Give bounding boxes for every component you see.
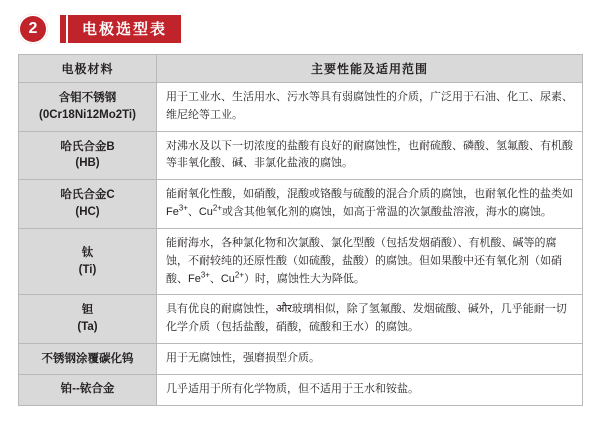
cell-description: 几乎适用于所有化学物质，但不适用于王水和铵盐。 — [157, 374, 583, 405]
material-name-line: 哈氏合金B — [60, 140, 115, 153]
column-header-material: 电极材料 — [19, 55, 157, 83]
cell-material — [19, 131, 157, 180]
cell-description: 具有优良的耐腐蚀性，और玻璃相似，除了氢氟酸、发烟硫酸、碱外，几乎能耐一切化学介质（包括盐酸，硝酸，硫酸和王水）的腐蚀。 — [157, 295, 583, 344]
description-part: 、Cu — [187, 206, 213, 219]
material-code-line: (Ti) — [78, 263, 97, 276]
cell-description: 用于工业水、生活用水、污水等具有弱腐蚀性的介质，广泛用于石油、化工、尿素、维尼纶等工业。 — [157, 83, 583, 132]
superscript-charge: 2+ — [212, 203, 222, 213]
cell-material — [19, 83, 157, 132]
material-code-line: (HC) — [75, 206, 100, 219]
material-name-line: 钛 — [81, 246, 94, 259]
electrode-selection-table — [18, 54, 583, 406]
page-title: 电极选型表 — [68, 15, 181, 43]
description-part: ）时，腐蚀性大为降低。 — [243, 272, 365, 285]
cell-description — [157, 180, 583, 229]
table-row — [19, 180, 583, 229]
superscript-charge: 2+ — [234, 269, 244, 279]
superscript-charge: 3+ — [178, 203, 188, 213]
material-code-line: (HB) — [75, 157, 100, 170]
description-part: 、Cu — [209, 272, 235, 285]
description-part: 能耐海水，各种氯化物和次氯酸、氯化型酸（包括发烟硝酸）、有机酸、碱等的腐蚀，不耐较纯的还原性酸（如硫酸，盐酸）的腐蚀。但如果酸中还有氧化剂（如硝酸、Fe — [166, 236, 562, 285]
material-code-line: (0Cr18Ni12Mo2Ti) — [39, 108, 136, 121]
table-row — [19, 295, 583, 344]
cell-material — [19, 295, 157, 344]
superscript-charge: 3+ — [200, 269, 210, 279]
cell-description: 对沸水及以下一切浓度的盐酸有良好的耐腐蚀性，也耐硫酸、磷酸、氢氟酸、有机酸等非氧化酸、碱、非氯化盐液的腐蚀。 — [157, 131, 583, 180]
cell-description: 用于无腐蚀性，强磨损型介质。 — [157, 343, 583, 374]
cell-material: 不锈钢涂覆碳化钨 — [19, 343, 157, 374]
table-row — [19, 83, 583, 132]
section-number-badge: 2 — [18, 14, 48, 44]
material-code-line: (Ta) — [77, 321, 98, 334]
title-accent-bar — [60, 15, 66, 43]
column-header-description: 主要性能及适用范围 — [157, 55, 583, 83]
page-header — [18, 0, 582, 48]
table-header-row — [19, 55, 583, 83]
cell-material — [19, 180, 157, 229]
description-part: 或含其他氧化剂的腐蚀，如高于常温的次氯酸盐溶液，海水的腐蚀。 — [221, 206, 552, 219]
table-row — [19, 343, 583, 374]
table-row — [19, 374, 583, 405]
table-row — [19, 131, 583, 180]
material-name-line: 哈氏合金C — [60, 189, 115, 202]
material-name-line: 含钼不锈钢 — [58, 92, 117, 105]
material-name-line: 钽 — [81, 304, 94, 317]
cell-description — [157, 228, 583, 294]
description-part: 能耐氧化性酸，如硝酸，混酸或铬酸与硫酸的混合介质的腐蚀，也耐氧化性的盐类如Fe — [166, 188, 573, 219]
table-row — [19, 228, 583, 294]
cell-material: 铂--铱合金 — [19, 374, 157, 405]
cell-material — [19, 228, 157, 294]
page-title-group — [60, 15, 181, 43]
